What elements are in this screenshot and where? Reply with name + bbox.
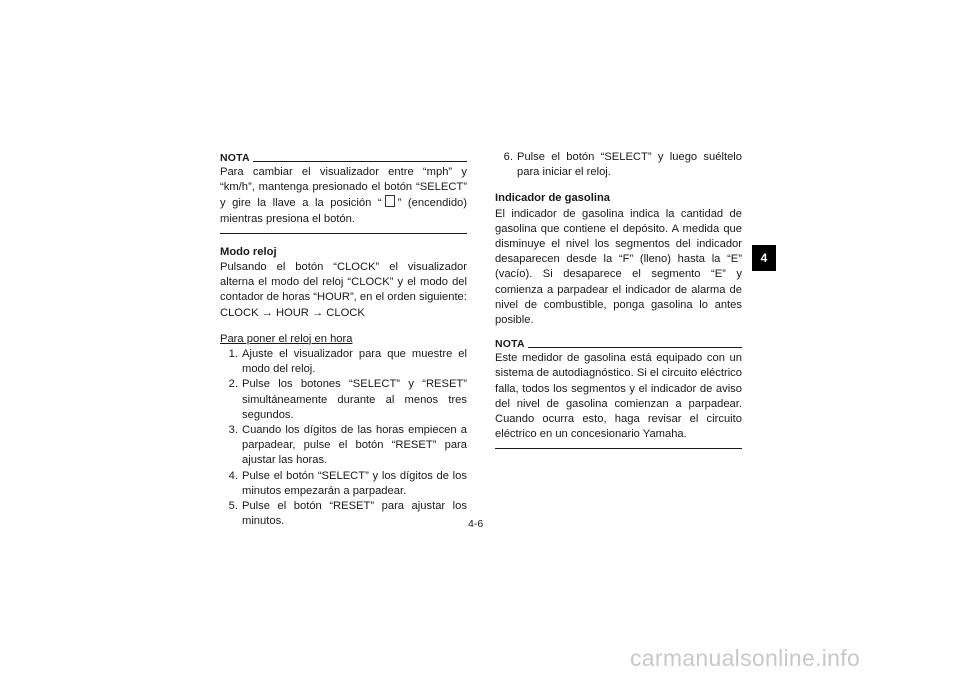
step-number: 5. (228, 500, 238, 513)
step-text: Pulse el botón “SELECT” y los dígitos de los minutos empezarán a parpadear. (242, 469, 467, 497)
step-1 (220, 347, 467, 377)
watermark: carmanualsonline.info (630, 645, 861, 671)
step-text: Pulse el botón “SELECT” y luego suéltelo para iniciar el reloj. (517, 151, 742, 179)
nota-text-part-2: ” (encendido) mientras presiona el botón. (220, 197, 467, 225)
clock-sequence: CLOCK → HOUR → CLOCK (220, 306, 365, 319)
set-clock-heading: Para poner el reloj en hora (220, 332, 353, 345)
step-text: Cuando los dígitos de las horas empiecen a parpadear, pulse el botón “RESET” para ajustar las horas. (242, 424, 467, 467)
chapter-tab: 4 (752, 245, 776, 271)
nota-rule (253, 161, 467, 162)
step-text: Ajuste el visualizador para que muestre el modo del reloj. (242, 348, 467, 376)
right-column (495, 150, 742, 449)
fuel-gauge-heading: Indicador de gasolina (495, 192, 611, 205)
nota-end-rule (495, 448, 742, 449)
step-6 (495, 150, 742, 180)
key-on-symbol-icon (385, 195, 395, 207)
nota-text: Este medidor de gasolina está equipado con un sistema de autodiagnóstico. Si el circuito eléctrico falla, todos los segmentos y el indicador de aviso del nivel de gasolina comienzan a parpadear. Cuando ocurra esto, haga revisar el circuito eléctrico en un concesionario Yamaha. (495, 352, 742, 441)
step-text: Pulse los botones “SELECT” y “RESET” simultáneamente durante al menos tres segundos. (242, 378, 467, 421)
step-number: 6. (503, 151, 513, 163)
step-5 (220, 499, 467, 529)
page-number: 4-6 (468, 518, 484, 530)
step-number: 1. (228, 348, 238, 361)
step-number: 4. (228, 469, 238, 482)
clock-mode-heading: Modo reloj (220, 245, 277, 258)
nota-label: NOTA (495, 338, 525, 351)
step-2 (220, 377, 467, 423)
step-text: Pulse el botón “RESET” para ajustar los minutos. (242, 500, 467, 528)
nota-text (220, 165, 467, 227)
left-column (220, 150, 467, 529)
clock-mode-text: Pulsando el botón “CLOCK” el visualizador alterna el modo del reloj “CLOCK” y el modo del contador de horas “HOUR”, en el orden siguiente: (220, 261, 467, 304)
fuel-gauge-text: El indicador de gasolina indica la cantidad de gasolina que contiene el depósito. A medida que disminuye el nivel los segmentos del indicador desaparecen desde la “F” (lleno) hasta la “E” (vacío). Si desaparece el segmento “E” y comienza a parpadear el indicador de alarma de nivel de combustible, ponga gasolina lo antes posible. (495, 207, 742, 327)
step-number: 2. (228, 378, 238, 391)
nota-header (220, 150, 467, 164)
nota-rule (528, 347, 742, 348)
step-number: 3. (228, 424, 238, 437)
nota-label: NOTA (220, 152, 250, 164)
nota-header (495, 336, 742, 350)
step-4 (220, 469, 467, 499)
step-3 (220, 423, 467, 469)
nota-text-part-1: Para cambiar el visualizador entre “mph” y “km/h”, mantenga presionado el botón “SELECT” y gire la llave a la posición “ (220, 166, 467, 210)
